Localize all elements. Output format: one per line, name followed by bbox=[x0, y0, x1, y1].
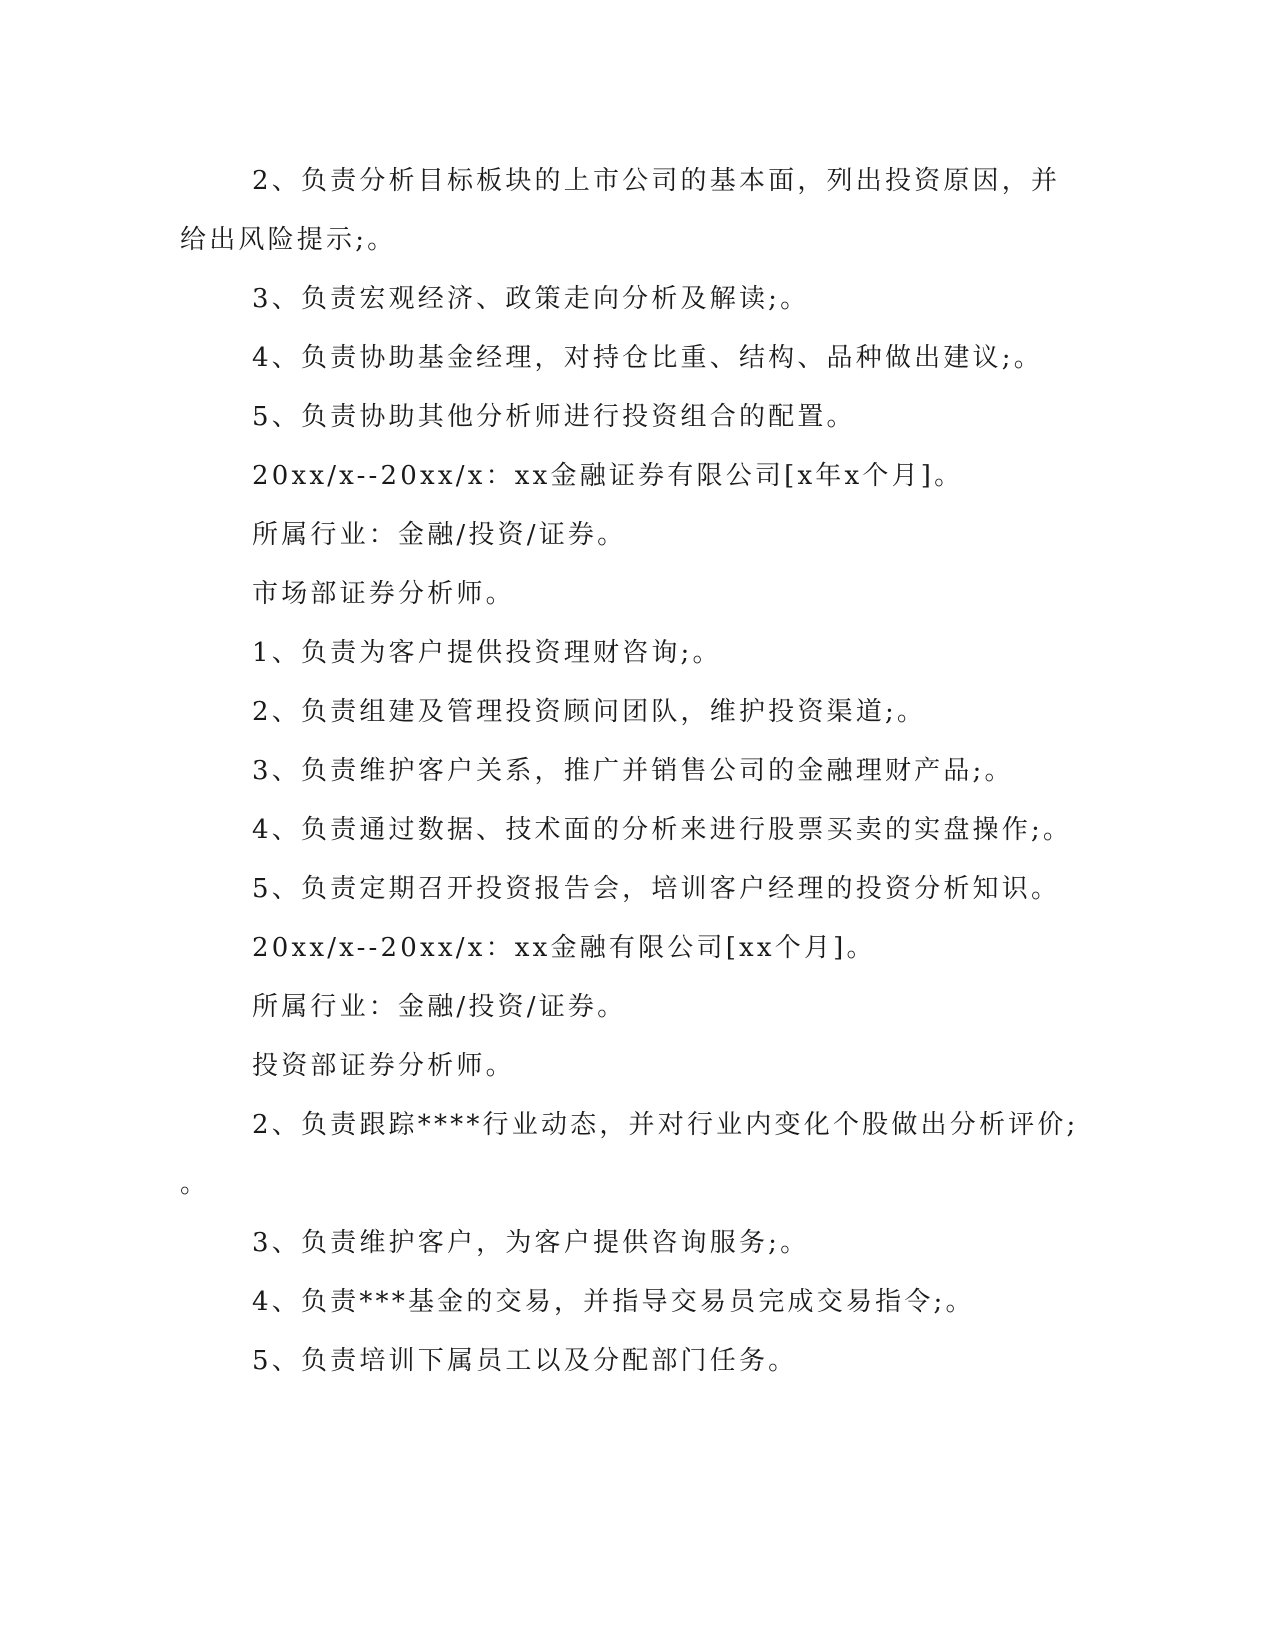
paragraph: 20xx/x--20xx/x：xx金融有限公司[xx个月]。 bbox=[252, 933, 876, 963]
paragraph: 5、负责定期召开投资报告会，培训客户经理的投资分析知识。 bbox=[252, 874, 1061, 904]
paragraph: 2、负责组建及管理投资顾问团队，维护投资渠道;。 bbox=[252, 697, 927, 727]
paragraph: 20xx/x--20xx/x：xx金融证券有限公司[x年x个月]。 bbox=[252, 461, 964, 491]
paragraph: 3、负责维护客户，为客户提供咨询服务;。 bbox=[252, 1228, 810, 1258]
paragraph: 3、负责宏观经济、政策走向分析及解读;。 bbox=[252, 284, 810, 314]
paragraph: 1、负责为客户提供投资理财咨询;。 bbox=[252, 638, 722, 668]
paragraph: 2、负责跟踪****行业动态，并对行业内变化个股做出分析评价; bbox=[252, 1110, 1079, 1140]
paragraph: 。 bbox=[180, 1169, 210, 1199]
paragraph: 投资部证券分析师。 bbox=[252, 1051, 515, 1081]
paragraph: 5、负责培训下属员工以及分配部门任务。 bbox=[252, 1346, 798, 1376]
paragraph: 所属行业：金融/投资/证券。 bbox=[252, 992, 627, 1022]
paragraph: 4、负责协助基金经理，对持仓比重、结构、品种做出建议;。 bbox=[252, 343, 1043, 373]
paragraph: 5、负责协助其他分析师进行投资组合的配置。 bbox=[252, 402, 856, 432]
paragraph: 市场部证券分析师。 bbox=[252, 579, 515, 609]
paragraph: 2、负责分析目标板块的上市公司的基本面，列出投资原因，并 bbox=[252, 166, 1061, 196]
paragraph: 所属行业：金融/投资/证券。 bbox=[252, 520, 627, 550]
paragraph: 给出风险提示;。 bbox=[180, 225, 397, 255]
paragraph: 4、负责***基金的交易，并指导交易员完成交易指令;。 bbox=[252, 1287, 975, 1317]
paragraph: 4、负责通过数据、技术面的分析来进行股票买卖的实盘操作;。 bbox=[252, 815, 1073, 845]
paragraph: 3、负责维护客户关系，推广并销售公司的金融理财产品;。 bbox=[252, 756, 1014, 786]
